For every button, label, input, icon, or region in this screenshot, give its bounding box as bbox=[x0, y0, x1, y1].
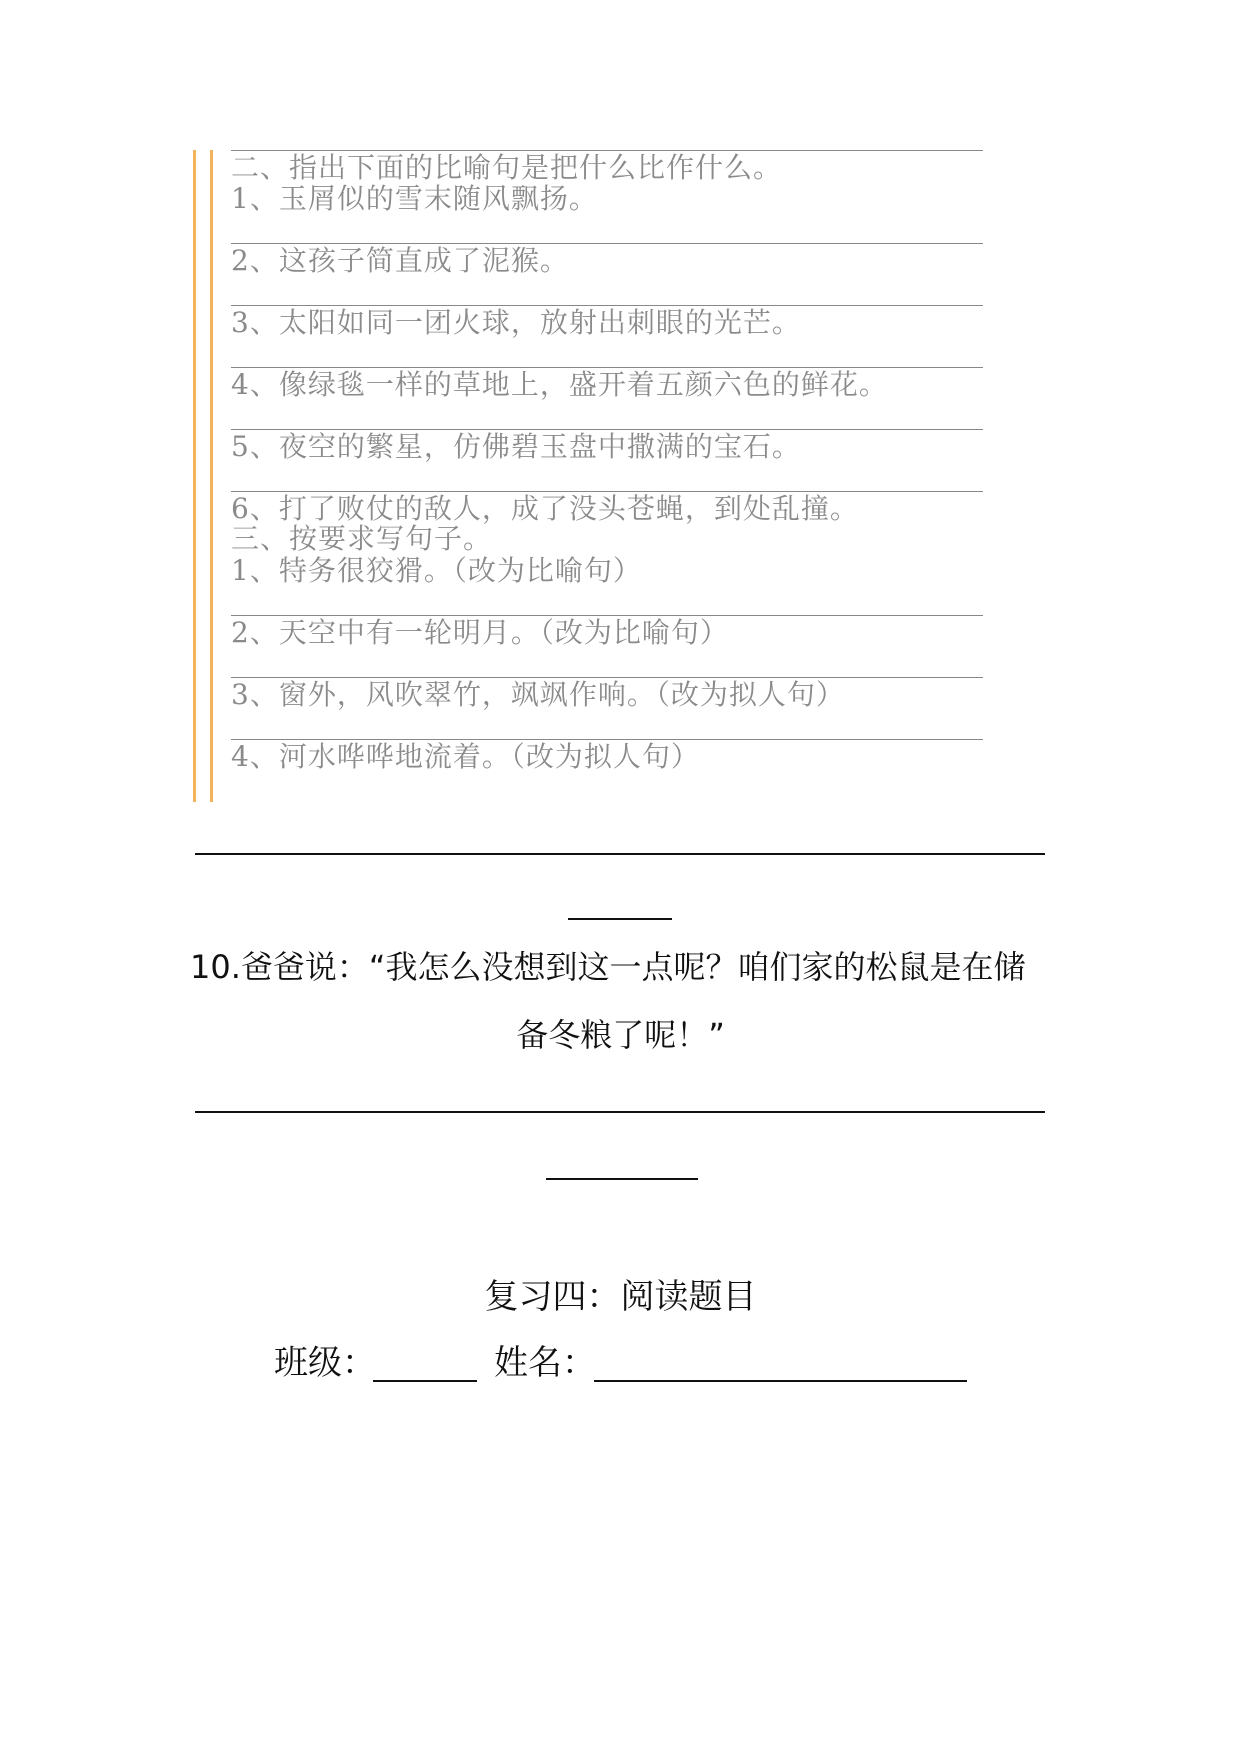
name-blank bbox=[594, 1380, 967, 1382]
class-label: 班级： bbox=[274, 1343, 376, 1383]
answer-line bbox=[195, 1111, 1045, 1113]
exercise-item: 5、夜空的繁星，仿佛碧玉盘中撒满的宝石。 bbox=[231, 430, 801, 463]
section-title: 复习四：阅读题目 bbox=[484, 1277, 757, 1317]
exercise-item: 1、玉屑似的雪末随风飘扬。 bbox=[231, 182, 598, 215]
answer-line bbox=[568, 918, 672, 920]
section-heading: 二、指出下面的比喻句是把什么比作什么。 bbox=[231, 151, 783, 184]
question-10-line-1: 10.爸爸说：“我怎么没想到这一点呢？咱们家的松鼠是在储 bbox=[190, 948, 1026, 986]
exercise-item: 6、打了败仗的敌人，成了没头苍蝇，到处乱撞。 bbox=[231, 492, 859, 525]
exercise-item: 1、特务很狡猾。（改为比喻句） bbox=[231, 554, 642, 587]
exercise-item: 2、这孩子简直成了泥猴。 bbox=[231, 244, 569, 277]
exercise-item: 2、天空中有一轮明月。（改为比喻句） bbox=[231, 616, 729, 649]
class-blank bbox=[373, 1380, 477, 1382]
exercise-item: 4、河水哗哗地流着。（改为拟人句） bbox=[231, 740, 700, 773]
exercise-item: 3、窗外，风吹翠竹，飒飒作响。（改为拟人句） bbox=[231, 678, 845, 711]
question-10-line-2: 备冬粮了呢！” bbox=[516, 1016, 725, 1054]
answer-line bbox=[546, 1178, 698, 1180]
embedded-worksheet-excerpt bbox=[193, 150, 983, 802]
exercise-item: 3、太阳如同一团火球，放射出刺眼的光芒。 bbox=[231, 306, 801, 339]
name-label: 姓名： bbox=[494, 1343, 596, 1383]
exercise-item: 4、像绿毯一样的草地上，盛开着五颜六色的鲜花。 bbox=[231, 368, 888, 401]
answer-line bbox=[195, 853, 1045, 855]
margin-bar bbox=[210, 150, 213, 802]
section-heading: 三、按要求写句子。 bbox=[231, 522, 493, 555]
margin-bar bbox=[193, 150, 196, 802]
